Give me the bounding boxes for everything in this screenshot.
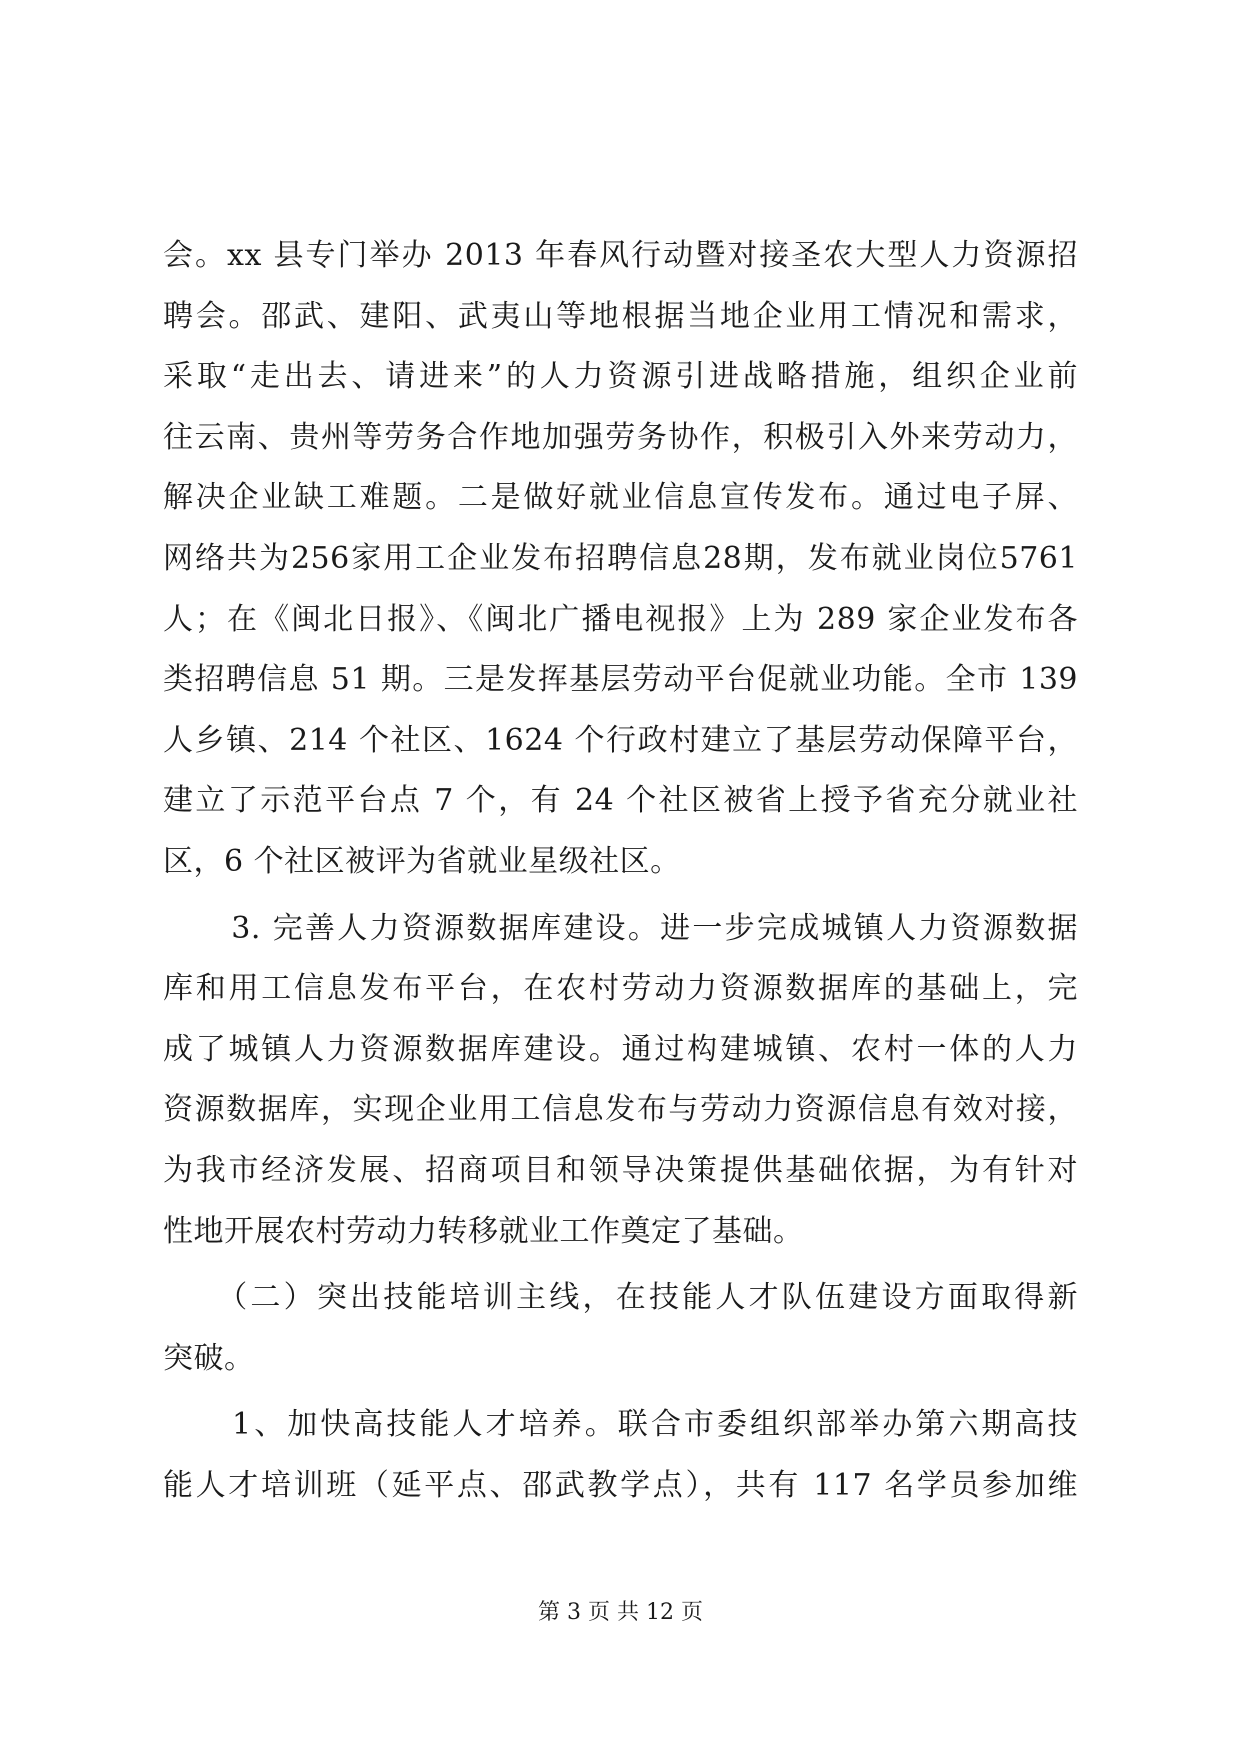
text-line: 类招聘信息 51 期。三是发挥基层劳动平台促就业功能。全市 139 [163, 662, 1078, 698]
text-line: 区，6 个社区被评为省就业星级社区。 [163, 843, 681, 879]
text-line: 成了城镇人力资源数据库建设。通过构建城镇、农村一体的人力 [163, 1031, 1078, 1067]
text-line: 解决企业缺工难题。二是做好就业信息宣传发布。通过电子屏、 [163, 480, 1078, 516]
text-line: 建立了示范平台点 7 个，有 24 个社区被省上授予省充分就业社 [163, 783, 1078, 819]
text-line: 人乡镇、214 个社区、1624 个行政村建立了基层劳动保障平台， [163, 722, 1078, 758]
text-line: 3. 完善人力资源数据库建设。进一步完成城镇人力资源数据 [199, 910, 1078, 946]
text-line: 突破。 [163, 1340, 255, 1376]
text-line: 人；在《闽北日报》、《闽北广播电视报》上为 289 家企业发布各 [163, 601, 1078, 637]
page-footer: 第 3 页 共 12 页 [538, 1600, 703, 1625]
document-body [163, 226, 1078, 1516]
text-line: 性地开展农村劳动力转移就业工作奠定了基础。 [163, 1213, 804, 1249]
text-line: 会。xx 县专门举办 2013 年春风行动暨对接圣农大型人力资源招 [163, 238, 1078, 273]
text-line: 1、加快高技能人才培养。联合市委组织部举办第六期高技 [199, 1407, 1078, 1443]
text-line: 资源数据库，实现企业用工信息发布与劳动力资源信息有效对接， [163, 1092, 1078, 1128]
text-line: 采取“走出去、请进来”的人力资源引进战略措施，组织企业前 [163, 359, 1078, 395]
text-line: （二）突出技能培训主线，在技能人才队伍建设方面取得新 [199, 1280, 1078, 1316]
text-line: 能人才培训班（延平点、邵武教学点），共有 117 名学员参加维 [163, 1467, 1078, 1503]
text-line: 为我市经济发展、招商项目和领导决策提供基础依据，为有针对 [163, 1152, 1078, 1188]
text-line: 库和用工信息发布平台，在农村劳动力资源数据库的基础上，完 [163, 971, 1078, 1007]
text-line: 网络共为256家用工企业发布招聘信息28期，发布就业岗位5761 [163, 540, 1078, 576]
text-line: 聘会。邵武、建阳、武夷山等地根据当地企业用工情况和需求， [163, 298, 1078, 334]
text-line: 往云南、贵州等劳务合作地加强劳务协作，积极引入外来劳动力， [163, 419, 1078, 455]
